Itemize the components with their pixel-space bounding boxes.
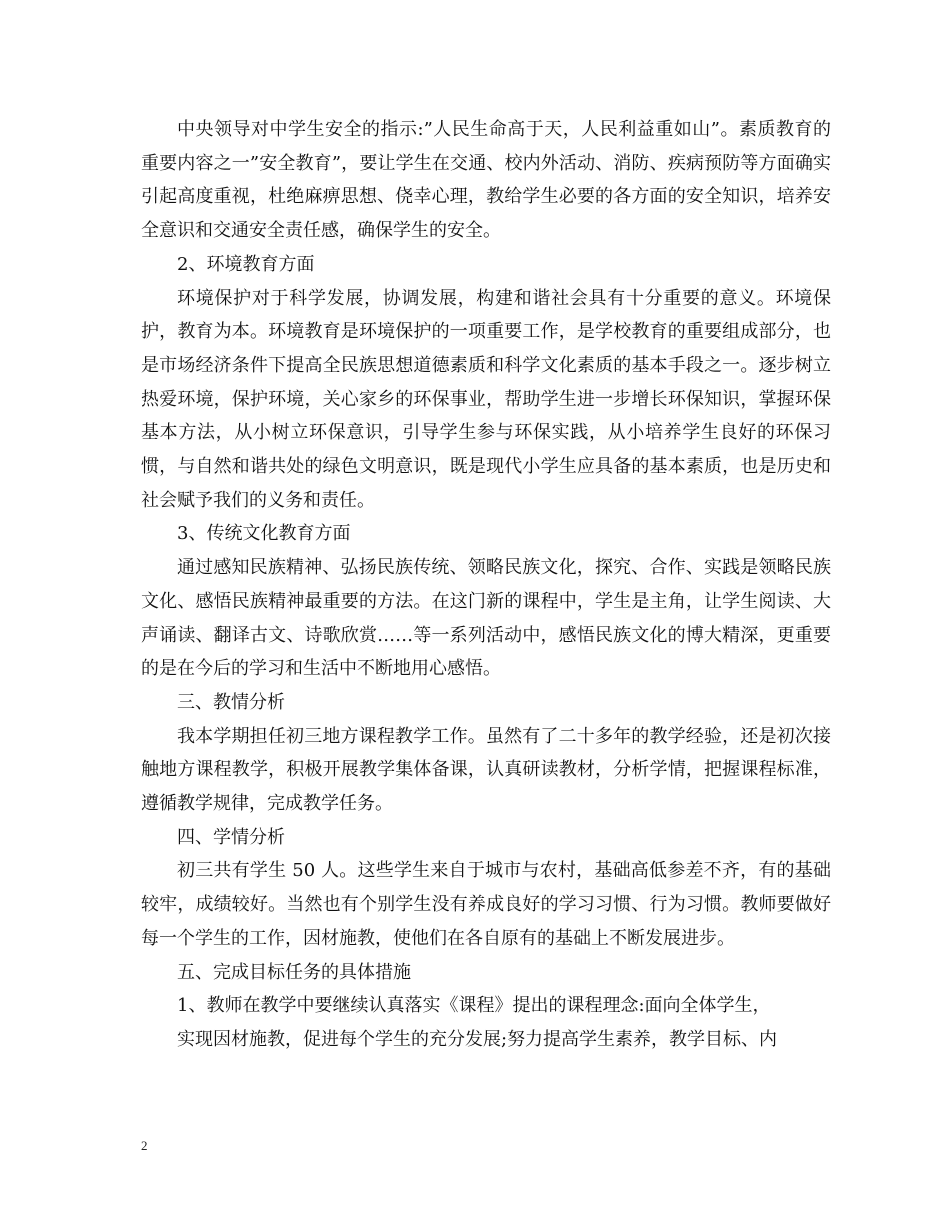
heading-environment-education: 2、环境教育方面 (177, 253, 315, 275)
line-measure-1: 1、教师在教学中要继续认真落实《课程》提出的课程理念:面向全体学生， (177, 995, 771, 1017)
heading-teaching-analysis: 三、教情分析 (177, 691, 285, 713)
line-measure-1-continued: 实现因材施教，促进每个学生的充分发展;努力提高学生素养，教学目标、内 (177, 1028, 778, 1050)
document-body (141, 113, 831, 1057)
paragraph-student-analysis: 初三共有学生 50 人。这些学生来自于城市与农村，基础高低参差不齐，有的基础较牢，成绩较好。当然也有个别学生没有养成良好的学习习惯、行为习惯。教师要做好每一个学生的工作，因材施教，使他们在各自原有的基础上不断发展进步。 (141, 860, 831, 949)
page-number: 2 (141, 1138, 148, 1153)
paragraph-traditional-culture: 通过感知民族精神、弘扬民族传统、领略民族文化，探究、合作、实践是领略民族文化、感悟民族精神最重要的方法。在这门新的课程中，学生是主角，让学生阅读、大声诵读、翻译古文、诗歌欣赏……等一系列活动中，感悟民族文化的博大精深，更重要的是在今后的学习和生活中不断地用心感悟。 (141, 557, 831, 680)
paragraph-environment-education: 环境保护对于科学发展，协调发展，构建和谐社会具有十分重要的意义。环境保护，教育为本。环境教育是环境保护的一项重要工作，是学校教育的重要组成部分，也是市场经济条件下提高全民族思想道德素质和科学文化素质的基本手段之一。逐步树立热爱环境，保护环境，关心家乡的环保事业，帮助学生进一步增长环保知识，掌握环保基本方法，从小树立环保意识，引导学生参与环保实践，从小培养学生良好的环保习惯，与自然和谐共处的绿色文明意识，既是现代小学生应具备的基本素质，也是历史和社会赋予我们的义务和责任。 (141, 287, 831, 511)
heading-traditional-culture: 3、传统文化教育方面 (177, 523, 351, 545)
heading-measures: 五、完成目标任务的具体措施 (177, 961, 411, 983)
paragraph-safety-education: 中央领导对中学生安全的指示:”人民生命高于天，人民利益重如山”。素质教育的重要内容之一”安全教育”，要让学生在交通、校内外活动、消防、疾病预防等方面确实引起高度重视，杜绝麻痹思想、侥幸心理，教给学生必要的各方面的安全知识，培养安全意识和交通安全责任感，确保学生的安全。 (141, 119, 831, 242)
heading-student-analysis: 四、学情分析 (177, 826, 285, 848)
paragraph-teaching-analysis: 我本学期担任初三地方课程教学工作。虽然有了二十多年的教学经验，还是初次接触地方课程教学，积极开展教学集体备课，认真研读教材，分析学情，把握课程标准，遵循教学规律，完成教学任务。 (141, 725, 831, 815)
